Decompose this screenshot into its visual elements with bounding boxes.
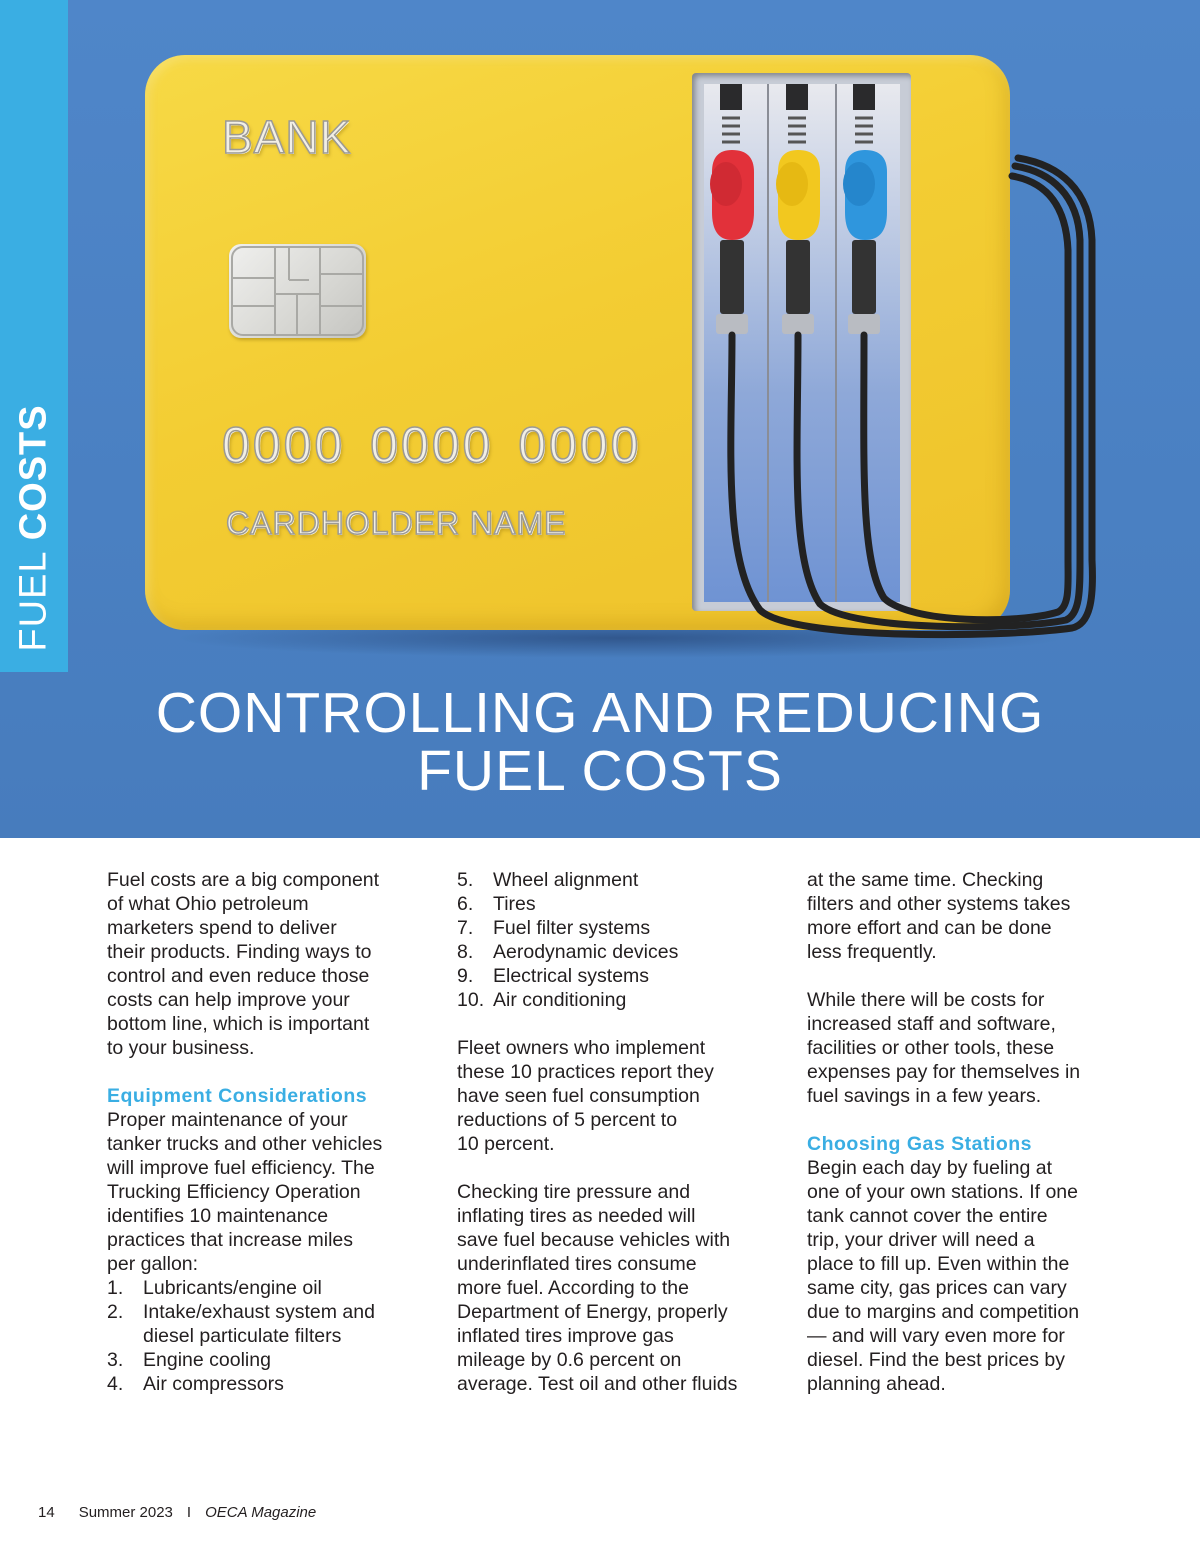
list-number: 8.: [457, 941, 474, 963]
paragraph-line: inflated tires improve gas: [457, 1325, 674, 1347]
column-1: [107, 868, 447, 1396]
paragraph-line: will improve fuel efficiency. The: [107, 1157, 375, 1179]
list-text: Aerodynamic devices: [493, 941, 679, 963]
paragraph-line: Trucking Efficiency Operation: [107, 1181, 361, 1203]
title-line-2: FUEL COSTS: [417, 739, 783, 803]
paragraph-line: place to fill up. Even within the: [807, 1253, 1070, 1275]
list-item: [107, 1300, 447, 1324]
paragraph-line: same city, gas prices can vary: [807, 1277, 1067, 1299]
list-item: [457, 868, 797, 892]
paragraph-line: Proper maintenance of your: [107, 1109, 348, 1131]
paragraph-line: Department of Energy, properly: [457, 1301, 728, 1323]
paragraph-line: Checking tire pressure and: [457, 1181, 691, 1203]
paragraph-line: save fuel because vehicles with: [457, 1229, 731, 1251]
list-number: 5.: [457, 869, 474, 891]
nozzle-red-icon: [710, 150, 754, 240]
paragraph-line: reductions of 5 percent to: [457, 1109, 678, 1131]
paragraph-line: bottom line, which is important: [107, 1013, 370, 1035]
list-number: 6.: [457, 893, 474, 915]
publication-name: OECA Magazine: [205, 1504, 317, 1521]
footer-separator: I: [186, 1504, 192, 1521]
paragraph-line: diesel. Find the best prices by: [807, 1349, 1065, 1371]
paragraph-line: their products. Finding ways to: [107, 941, 372, 963]
list-item: [457, 892, 797, 916]
list-number: [107, 1324, 143, 1348]
subhead-gas-stations: Choosing Gas Stations: [807, 1133, 1033, 1155]
list-text: Engine cooling: [143, 1349, 271, 1371]
paragraph-line: per gallon:: [107, 1253, 199, 1275]
paragraph-line: expenses pay for themselves in: [807, 1061, 1081, 1083]
list-number: 1.: [107, 1277, 124, 1299]
paragraph-line: underinflated tires consume: [457, 1253, 697, 1275]
section-tab-label: [13, 404, 56, 651]
list-item: [107, 1324, 447, 1348]
list-number: 3.: [107, 1349, 124, 1371]
list-item: [457, 988, 797, 1012]
paragraph-line: practices that increase miles: [107, 1229, 354, 1251]
paragraph-line: due to margins and competition: [807, 1301, 1080, 1323]
list-text: Fuel filter systems: [493, 917, 651, 939]
paragraph-line: more fuel. According to the: [457, 1277, 689, 1299]
list-text: Air compressors: [143, 1373, 284, 1395]
paragraph-line: increased staff and software,: [807, 1013, 1056, 1035]
paragraph-line: costs can help improve your: [107, 989, 350, 1011]
section-tab-bold: COSTS: [12, 404, 55, 541]
list-text: Air conditioning: [493, 989, 627, 1011]
paragraph-line: facilities or other tools, these: [807, 1037, 1055, 1059]
paragraph-line: identifies 10 maintenance: [107, 1205, 329, 1227]
list-text: Tires: [493, 893, 536, 915]
list-text: Electrical systems: [493, 965, 650, 987]
paragraph-line: have seen fuel consumption: [457, 1085, 700, 1107]
list-text: Intake/exhaust system and: [143, 1301, 375, 1323]
list-text: Wheel alignment: [493, 869, 639, 891]
nozzle-blue-icon: [843, 150, 887, 240]
paragraph-line: — and will vary even more for: [807, 1325, 1065, 1347]
list-item: [107, 1372, 447, 1396]
list-text: Lubricants/engine oil: [143, 1277, 322, 1299]
list-item: [107, 1276, 447, 1300]
paragraph-line: tanker trucks and other vehicles: [107, 1133, 383, 1155]
title-line-1: CONTROLLING AND REDUCING: [155, 681, 1045, 745]
paragraph-line: tank cannot cover the entire: [807, 1205, 1048, 1227]
paragraph-line: mileage by 0.6 percent on: [457, 1349, 682, 1371]
paragraph-line: more effort and can be done: [807, 917, 1052, 939]
paragraph-line: 10 percent.: [457, 1133, 555, 1155]
card-bank-text: BANK: [222, 111, 352, 163]
paragraph-line: to your business.: [107, 1037, 255, 1059]
paragraph-line: Begin each day by fueling at: [807, 1157, 1053, 1179]
paragraph-line: Fuel costs are a big component: [107, 869, 380, 891]
paragraph-line: less frequently.: [807, 941, 937, 963]
list-item: [457, 964, 797, 988]
list-item: [457, 916, 797, 940]
list-number: 10.: [457, 989, 485, 1011]
list-number: 9.: [457, 965, 474, 987]
paragraph-line: inflating tires as needed will: [457, 1205, 696, 1227]
page-title: [0, 681, 1200, 803]
section-tab-light: FUEL: [12, 551, 55, 652]
list-item: [107, 1348, 447, 1372]
paragraph-line: fuel savings in a few years.: [807, 1085, 1042, 1107]
list-text: diesel particulate filters: [143, 1325, 342, 1347]
paragraph-line: marketers spend to deliver: [107, 917, 337, 939]
list-number: 7.: [457, 917, 474, 939]
list-number: 4.: [107, 1373, 124, 1395]
card-number-text: 0000 0000 0000: [222, 417, 642, 473]
paragraph-line: of what Ohio petroleum: [107, 893, 309, 915]
page-number: 14: [38, 1504, 55, 1521]
paragraph-line: these 10 practices report they: [457, 1061, 714, 1083]
paragraph-line: planning ahead.: [807, 1373, 946, 1395]
list-number: 2.: [107, 1301, 124, 1323]
issue-label: Summer 2023: [78, 1504, 173, 1521]
paragraph-line: While there will be costs for: [807, 989, 1045, 1011]
paragraph-line: trip, your driver will need a: [807, 1229, 1035, 1251]
paragraph-line: control and even reduce those: [107, 965, 370, 987]
paragraph-line: at the same time. Checking: [807, 869, 1044, 891]
card-holder-text: CARDHOLDER NAME: [226, 505, 567, 541]
nozzle-yellow-icon: [776, 150, 820, 240]
page-footer: [38, 1504, 316, 1521]
subhead-equipment: Equipment Considerations: [107, 1085, 368, 1107]
column-3: [807, 868, 1147, 1396]
list-item: [457, 940, 797, 964]
column-2: [457, 868, 797, 1396]
paragraph-line: one of your own stations. If one: [807, 1181, 1079, 1203]
section-tab: [0, 0, 68, 672]
paragraph-line: filters and other systems takes: [807, 893, 1071, 915]
paragraph-line: average. Test oil and other fluids: [457, 1373, 738, 1395]
paragraph-line: Fleet owners who implement: [457, 1037, 706, 1059]
